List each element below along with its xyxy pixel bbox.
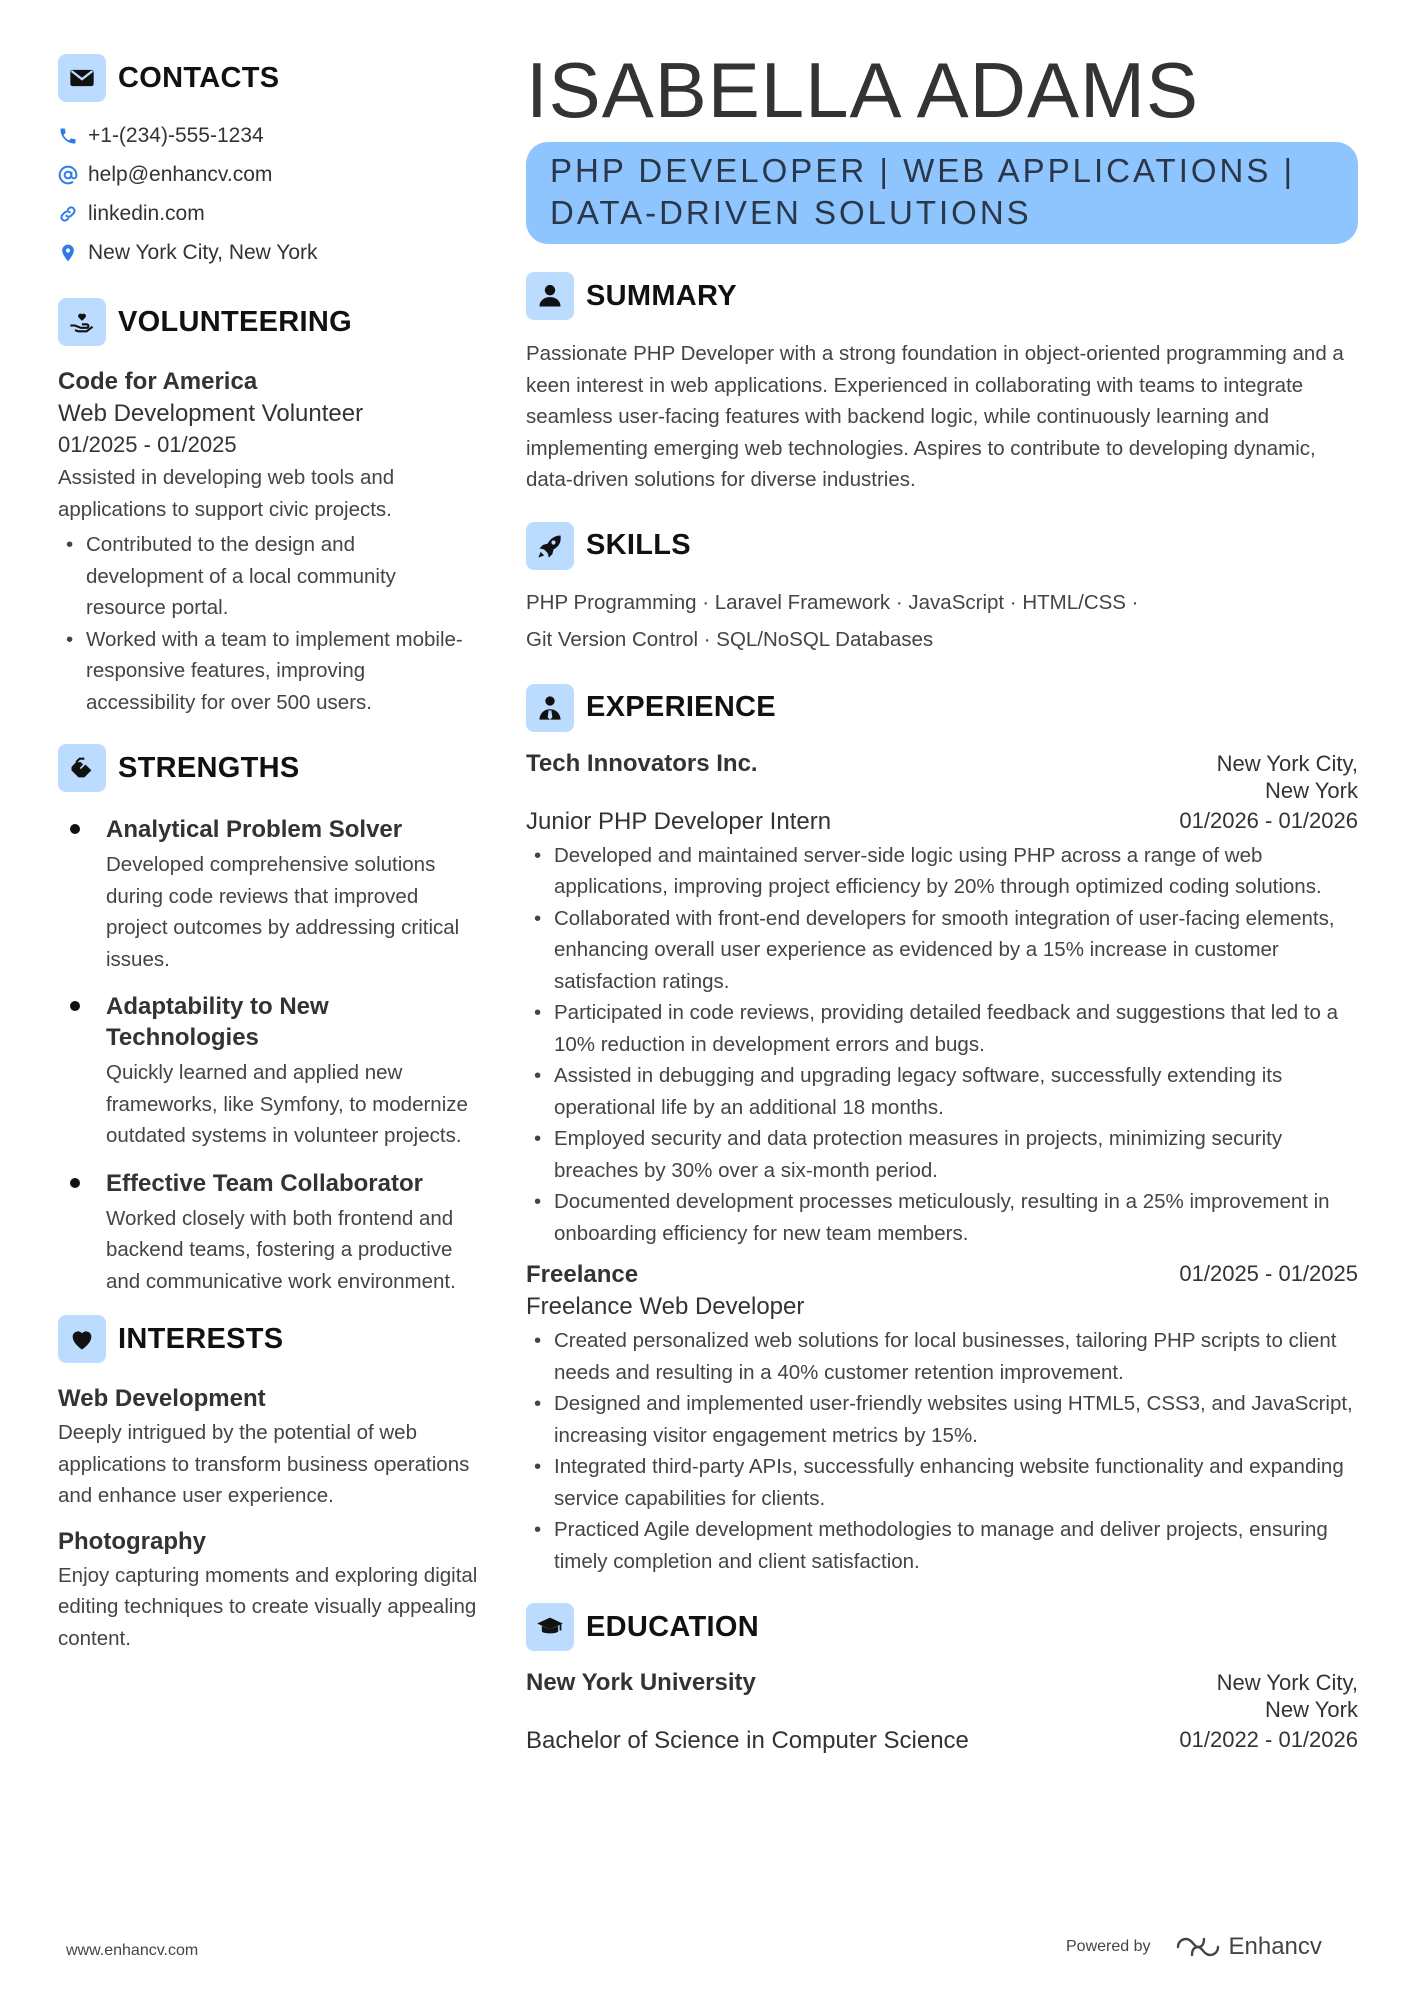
job-location <box>1217 750 1358 804</box>
section-title: STRENGTHS <box>118 751 300 784</box>
heart-icon <box>58 1315 106 1363</box>
list-item: • Integrated third-party APIs, successfully enhancing website functionality and expanding service capabilities for clients. <box>526 1451 1358 1514</box>
rocket-icon <box>526 522 574 570</box>
skills-line: Git Version Control · SQL/NoSQL Databases <box>526 627 934 651</box>
briefcase-user-icon <box>526 684 574 732</box>
job-bullets <box>526 840 1358 1250</box>
strength-description: Quickly learned and applied new frameworks, like Symfony, to modernize outdated systems in volunteer projects. <box>106 1061 468 1147</box>
graduation-cap-icon <box>526 1603 574 1651</box>
handshake-icon <box>58 744 106 792</box>
strengths-header <box>58 742 478 794</box>
list-item: • Participated in code reviews, providing detailed feedback and suggestions that led to a 10% reduction in development errors and bugs. <box>526 997 1358 1060</box>
contact-email[interactable] <box>58 155 478 194</box>
strength-title: Analytical Problem Solver <box>106 816 403 843</box>
contact-phone-text: +1-(234)-555-1234 <box>88 123 264 147</box>
candidate-name: ISABELLA ADAMS <box>526 46 1200 134</box>
job-dates: 01/2025 - 01/2025 <box>1179 1261 1358 1286</box>
list-item: • Contributed to the design and development of a local community resource portal. <box>58 529 478 624</box>
contact-linkedin-text: linkedin.com <box>88 201 205 225</box>
job-company: Freelance <box>526 1261 639 1288</box>
education-header-row <box>526 1669 1358 1723</box>
contact-phone[interactable] <box>58 116 478 155</box>
section-title: SUMMARY <box>586 279 737 312</box>
list-item: • Assisted in debugging and upgrading legacy software, successfully extending its operational life by an additional 18 months. <box>526 1060 1358 1123</box>
footer-website[interactable]: www.enhancv.com <box>66 1942 199 1959</box>
experience-entry <box>526 1261 1358 1577</box>
volunteering-header <box>58 296 478 348</box>
job-location-line: New York City, <box>1216 750 1358 776</box>
section-title: EXPERIENCE <box>586 691 776 723</box>
left-column <box>58 52 478 1654</box>
contact-location-text: New York City, New York <box>88 240 318 264</box>
bullet-dot <box>70 1001 80 1011</box>
enhancv-logo[interactable] <box>1175 1933 1322 1961</box>
link-icon <box>58 204 88 224</box>
job-role: Freelance Web Developer <box>526 1293 805 1320</box>
education-header <box>526 1601 1358 1653</box>
headline-banner: PHP DEVELOPER | WEB APPLICATIONS | DATA-DRIVEN SOLUTIONS <box>526 142 1358 244</box>
bullet-dot <box>70 824 80 834</box>
strength-item <box>58 991 478 1152</box>
job-dates: 01/2026 - 01/2026 <box>1179 807 1358 833</box>
list-item: • Employed security and data protection measures in projects, minimizing security breaches by 30% over a six-month period. <box>526 1123 1358 1186</box>
strength-title: Effective Team Collaborator <box>106 1169 423 1197</box>
powered-by-label: Powered by <box>1066 1938 1151 1955</box>
strength-item <box>58 814 478 975</box>
volunteering-entry <box>58 368 478 718</box>
volunteering-dates: 01/2025 - 01/2025 <box>58 432 237 457</box>
job-company: Tech Innovators Inc. <box>526 749 758 777</box>
summary-header <box>526 270 1358 322</box>
envelope-icon <box>58 54 106 102</box>
volunteering-role: Web Development Volunteer <box>58 400 364 427</box>
volunteering-org: Code for America <box>58 368 258 395</box>
experience-entry <box>526 750 1358 1250</box>
education-entry <box>526 1669 1358 1755</box>
list-item: • Practiced Agile development methodologies to manage and deliver projects, ensuring timely completion and client satisfaction. <box>526 1514 1358 1577</box>
enhancv-logo-text: Enhancv <box>1228 1933 1322 1960</box>
contact-location <box>58 233 478 272</box>
education-degree: Bachelor of Science in Computer Science <box>526 1727 969 1754</box>
list-item: • Created personalized web solutions for local businesses, tailoring PHP scripts to client needs and resulting in a 40% customer retention improvement. <box>526 1325 1358 1388</box>
contacts-header <box>58 52 478 104</box>
list-item: • Designed and implemented user-friendly websites using HTML5, CSS3, and JavaScript, increasing visitor engagement metrics by 15%. <box>526 1388 1358 1451</box>
interest-title: Web Development <box>58 1385 266 1412</box>
interests-list <box>58 1385 478 1654</box>
interest-title: Photography <box>58 1527 206 1555</box>
job-location-line: New York <box>1265 777 1358 803</box>
hand-heart-icon <box>58 298 106 346</box>
strength-title: Adaptability to New Technologies <box>106 993 329 1051</box>
contact-email-text: help@enhancv.com <box>88 162 273 186</box>
list-item: • Collaborated with front-end developers for smooth integration of user-facing elements, enhancing overall user experience as evidenced by a 15% increase in customer satisfaction ratings. <box>526 903 1358 998</box>
summary-text: Passionate PHP Developer with a strong foundation in object-oriented programming and a keen interest in web applications. Experienced in collaborating with teams to integrate seamless user-facing features with backend logic, while continuously learning and implementing emerging web technologies. Aspires to contribute to developing dynamic, data-driven solutions for diverse industries. <box>526 342 1344 491</box>
section-title: VOLUNTEERING <box>118 305 352 338</box>
list-item: • Documented development processes meticulously, resulting in a 25% improvement in onboarding efficiency for new team members. <box>526 1186 1358 1249</box>
strengths-list <box>58 814 478 1297</box>
map-pin-icon <box>58 243 88 263</box>
enhancv-logo-icon <box>1175 1934 1221 1960</box>
list-item: • Developed and maintained server-side logic using PHP across a range of web applications, improving project efficiency by 20% through optimized coding solutions. <box>526 840 1358 903</box>
experience-header <box>526 682 1358 734</box>
education-location <box>1217 1669 1358 1723</box>
interest-description: Enjoy capturing moments and exploring digital editing techniques to create visually appealing content. <box>58 1563 478 1650</box>
volunteering-description: Assisted in developing web tools and applications to support civic projects. <box>58 466 395 521</box>
education-location-line: New York <box>1265 1697 1358 1722</box>
section-title: SKILLS <box>586 529 691 561</box>
user-icon <box>526 272 574 320</box>
interest-item <box>58 1385 478 1512</box>
interest-item <box>58 1528 478 1655</box>
skills-line: PHP Programming · Laravel Framework · JavaScript · HTML/CSS · <box>526 590 1139 614</box>
interests-header <box>58 1313 478 1365</box>
job-header-row <box>526 750 1358 804</box>
job-bullets <box>526 1325 1358 1577</box>
interest-description: Deeply intrigued by the potential of web applications to transform business operations and enhance user experience. <box>58 1421 470 1507</box>
right-column <box>526 46 1358 1755</box>
skills-list <box>526 584 1358 658</box>
volunteering-bullets <box>58 529 478 718</box>
list-item: • Worked with a team to implement mobile-responsive features, improving accessibility for over 500 users. <box>58 624 478 719</box>
section-title: INTERESTS <box>118 1322 284 1355</box>
section-title: EDUCATION <box>586 1610 759 1643</box>
skills-header <box>526 520 1358 572</box>
education-subheader-row <box>526 1727 1358 1755</box>
section-title: CONTACTS <box>118 61 280 94</box>
job-role: Junior PHP Developer Intern <box>526 807 832 835</box>
footer-branding <box>1066 1933 1322 1961</box>
bullet-dot <box>70 1178 80 1188</box>
contact-list <box>58 116 478 272</box>
phone-icon <box>58 126 88 146</box>
strength-description: Worked closely with both frontend and backend teams, fostering a productive and communicative work environment. <box>106 1206 456 1293</box>
education-dates: 01/2022 - 01/2026 <box>1179 1727 1358 1752</box>
strength-description: Developed comprehensive solutions during code reviews that improved project outcomes by addressing critical issues. <box>106 853 460 971</box>
job-subheader-row <box>526 808 1358 836</box>
job-header-row <box>526 1261 1358 1289</box>
education-location-line: New York City, <box>1216 1670 1358 1695</box>
strength-item <box>58 1168 478 1298</box>
at-icon <box>58 165 88 185</box>
education-school: New York University <box>526 1669 756 1696</box>
contact-linkedin[interactable] <box>58 194 478 233</box>
